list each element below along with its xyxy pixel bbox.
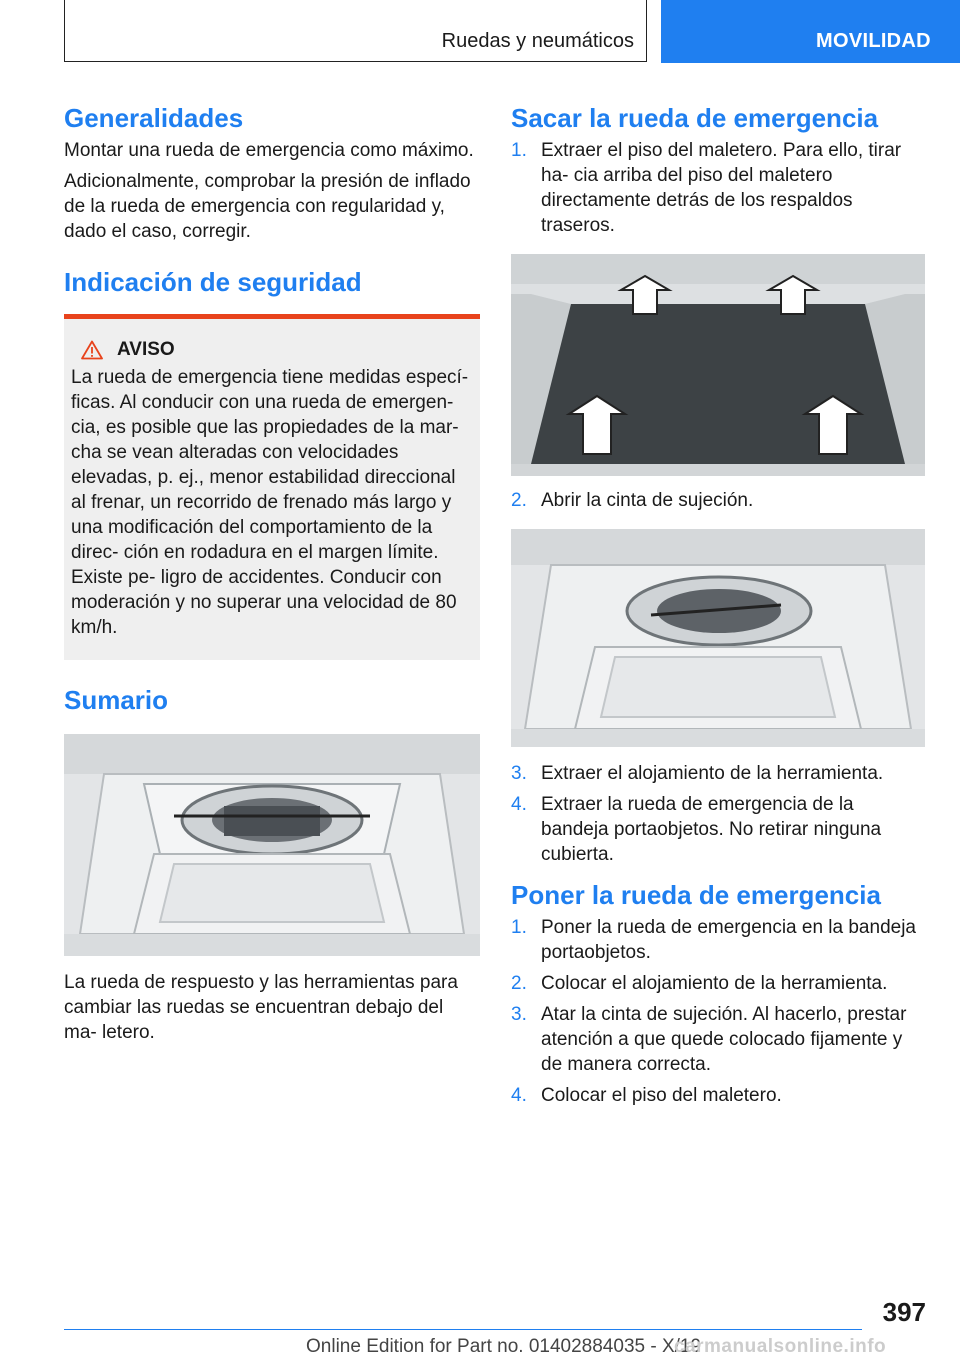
- step-text: Extraer el piso del maletero. Para ello, tirar ha- cia arriba del piso del maletero directamente detrás de los respaldos traseros.: [541, 140, 902, 236]
- step-number: 4.: [511, 1085, 527, 1106]
- trunk-strap-image: [511, 529, 925, 747]
- header-section-box: [64, 0, 647, 62]
- page-number: 397: [882, 1297, 926, 1327]
- chapter-tab: [661, 0, 960, 63]
- list-item: [511, 1002, 925, 1077]
- step-number: 1.: [511, 917, 527, 938]
- section-title: Ruedas y neumáticos: [441, 30, 634, 52]
- right-column: [511, 100, 925, 1114]
- list-item: [511, 1083, 925, 1108]
- step-number: 4.: [511, 794, 527, 815]
- step-text: Colocar el piso del maletero.: [541, 1085, 782, 1106]
- heading-generalidades: Generalidades: [64, 103, 244, 133]
- warning-label: AVISO: [117, 339, 175, 360]
- chapter-title: MOVILIDAD: [816, 30, 931, 52]
- list-item: [511, 488, 925, 513]
- step-text: Colocar el alojamiento de la herramienta.: [541, 973, 888, 994]
- list-item: [511, 138, 925, 238]
- heading-sumario: Sumario: [64, 685, 169, 715]
- heading-seguridad: Indicación de seguridad: [64, 267, 362, 297]
- step-text: Extraer la rueda de emergencia de la bandeja portaobjetos. No retirar ninguna cubierta.: [541, 794, 882, 865]
- step-number: 3.: [511, 1004, 527, 1025]
- step-text: Extraer el alojamiento de la herramienta.: [541, 763, 884, 784]
- footer-watermark: carmanualsonline.info: [674, 1336, 887, 1357]
- trunk-floor-image: [511, 254, 925, 476]
- warning-box: [64, 319, 480, 660]
- step-number: 2.: [511, 973, 527, 994]
- paragraph: Adicionalmente, comprobar la presión de inflado de la rueda de emergencia con regularidad y, dado el caso, corregir.: [64, 171, 471, 242]
- footer-edition: Online Edition for Part no. 01402884035 - X/19: [306, 1336, 702, 1357]
- step-number: 2.: [511, 490, 527, 511]
- heading-sacar: Sacar la rueda de emergencia: [511, 103, 879, 133]
- list-item: [511, 761, 925, 786]
- trunk-spare-wheel-image: [64, 734, 480, 956]
- step-number: 1.: [511, 140, 527, 161]
- step-number: 3.: [511, 763, 527, 784]
- warning-triangle-icon: [81, 340, 103, 360]
- step-text: Poner la rueda de emergencia en la bandeja portaobjetos.: [541, 917, 916, 963]
- step-text: Abrir la cinta de sujeción.: [541, 490, 754, 511]
- image-caption: La rueda de respuesto y las herramientas para cambiar las ruedas se encuentran debajo del ma- letero.: [64, 972, 458, 1043]
- list-item: [511, 792, 925, 867]
- footer-divider: [64, 1329, 862, 1330]
- list-item: [511, 971, 925, 996]
- paragraph: Montar una rueda de emergencia como máximo.: [64, 140, 474, 161]
- list-item: [511, 915, 925, 965]
- left-column: [64, 100, 480, 1045]
- warning-header: [71, 339, 473, 361]
- step-text: Atar la cinta de sujeción. Al hacerlo, prestar atención a que quede colocado fijamente y de manera correcta.: [541, 1004, 907, 1075]
- warning-text: La rueda de emergencia tiene medidas especí- ficas. Al conducir con una rueda de emergen- cia, es posible que las propiedades de la mar- cha se vean alteradas con velocidades elevadas, p. ej., menor estabilidad direccional al frenar, un recorrido de frenado más largo y una modificación del comportamiento de la direc- ción en rodadura en el margen límite. Existe pe- ligro de accidentes. Conducir con moderación y no superar una velocidad de 80 km/h.: [71, 367, 469, 638]
- heading-poner: Poner la rueda de emergencia: [511, 880, 881, 910]
